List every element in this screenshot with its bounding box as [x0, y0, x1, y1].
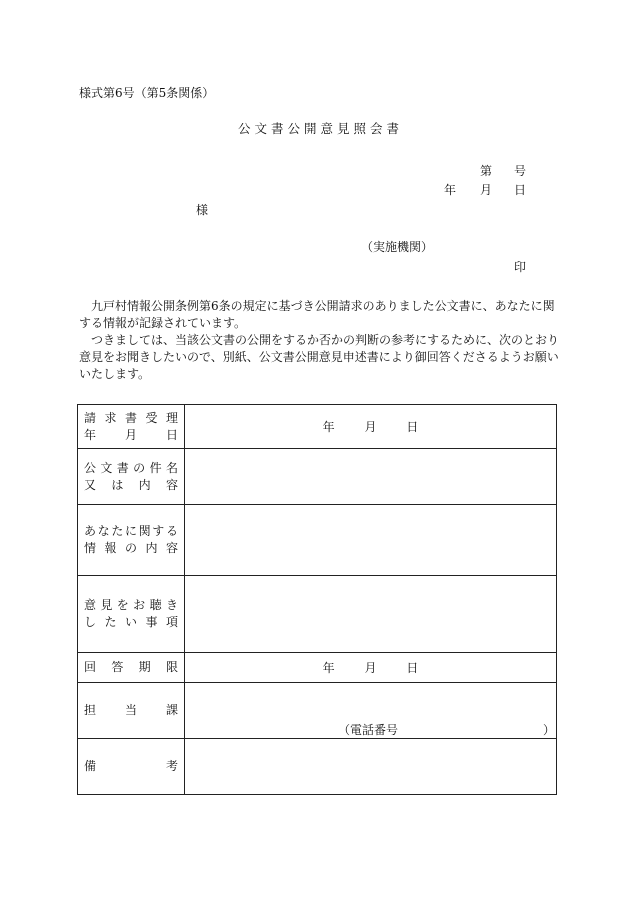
table-row-subject: [78, 449, 557, 505]
label-line: [78, 758, 184, 775]
label-char: 又: [84, 477, 97, 492]
subject-cell[interactable]: [185, 449, 557, 505]
label-char: あ: [84, 524, 97, 538]
label-char: 見: [100, 598, 113, 612]
year-mark: 年: [322, 661, 335, 675]
label-char: 答: [111, 660, 124, 674]
document-title: 公文書公開意見照会書: [238, 121, 404, 136]
label-char: 考: [165, 759, 178, 773]
body-text: [79, 298, 559, 383]
label-cell: [78, 449, 185, 505]
phone-close-paren: ）: [543, 723, 556, 737]
label-char: 内: [145, 541, 158, 555]
label-line: [78, 614, 184, 631]
label-char: 件: [149, 460, 162, 475]
label-line: [78, 540, 184, 557]
label-char: な: [97, 524, 110, 538]
doc-number-dai: 第: [480, 164, 493, 178]
doc-date-day: 日: [514, 183, 527, 197]
day-mark: 日: [406, 661, 419, 675]
opinion-cell[interactable]: [185, 576, 557, 653]
label-cell: [78, 505, 185, 576]
label-char: の: [133, 460, 146, 475]
label-char: き: [165, 598, 178, 612]
label-char: 項: [165, 615, 178, 629]
label-char: 意: [84, 598, 97, 612]
table-row-opinion: [78, 576, 557, 653]
label-char: 期: [138, 660, 151, 674]
label-char: 備: [84, 759, 97, 773]
label-char: た: [104, 615, 117, 629]
addressee-suffix: 様: [196, 203, 209, 217]
month-mark: 月: [364, 420, 377, 434]
label-cell: [78, 576, 185, 653]
label-char: 容: [165, 477, 178, 492]
label-char: 課: [165, 703, 178, 717]
label-char: 当: [124, 703, 137, 717]
label-char: す: [152, 524, 165, 538]
doc-number-go: 号: [514, 164, 527, 178]
label-char: 内: [138, 477, 151, 492]
table-row-deadline: [78, 653, 557, 683]
month-mark: 月: [364, 661, 377, 675]
information-cell[interactable]: [185, 505, 557, 576]
label-cell: [78, 653, 185, 683]
phone-label: （電話番号: [338, 723, 399, 737]
label-line: [78, 477, 184, 494]
label-char: し: [84, 615, 97, 629]
label-char: 書: [124, 410, 137, 425]
label-char: 聴: [149, 598, 162, 612]
seal-mark: 印: [514, 260, 527, 274]
label-cell: [78, 683, 185, 739]
label-char: 限: [165, 660, 178, 674]
label-line: [78, 460, 184, 477]
label-char: い: [124, 615, 137, 629]
doc-date-year: 年: [444, 183, 457, 197]
label-cell: [78, 405, 185, 449]
label-char: 書: [116, 460, 129, 475]
label-line: [78, 410, 184, 427]
body-paragraph-2: つきましては、当該公文書の公開をするか否かの判断の参考にするために、次のとおり意見をお聞きしたいので、別紙、公文書公開意見申述書により御回答くださるようお願いいたします。: [79, 333, 560, 381]
label-char: 担: [84, 703, 97, 717]
label-char: 請: [84, 410, 97, 425]
label-char: 情: [84, 541, 97, 555]
label-char: 事: [145, 615, 158, 629]
label-char: を: [116, 598, 129, 612]
doc-date-month: 月: [480, 183, 493, 197]
table-row-information: [78, 505, 557, 576]
department-cell[interactable]: [185, 683, 557, 739]
label-char: 日: [165, 427, 178, 442]
table-row-request-date: [78, 405, 557, 449]
label-line: [78, 659, 184, 676]
deadline-cell[interactable]: [185, 653, 557, 683]
label-char: 月: [124, 427, 137, 442]
label-cell: [78, 739, 185, 795]
day-mark: 日: [406, 420, 419, 434]
request-date-cell[interactable]: [185, 405, 557, 449]
year-mark: 年: [322, 420, 335, 434]
label-line: [78, 702, 184, 719]
label-char: お: [133, 598, 146, 612]
remarks-cell[interactable]: [185, 739, 557, 795]
table-row-department: [78, 683, 557, 739]
label-char: は: [111, 477, 124, 492]
label-char: の: [124, 541, 137, 555]
label-line: [78, 427, 184, 444]
label-char: 報: [104, 541, 117, 555]
label-char: 名: [165, 460, 178, 475]
label-line: [78, 523, 184, 540]
label-char: る: [165, 524, 178, 538]
label-char: 公: [84, 460, 97, 475]
label-char: 理: [165, 410, 178, 425]
table-row-remarks: [78, 739, 557, 795]
label-char: 回: [84, 660, 97, 674]
sender-agency: （実施機関）: [361, 240, 434, 254]
label-char: 文: [100, 460, 113, 475]
label-char: 受: [145, 410, 158, 425]
label-line: [78, 597, 184, 614]
label-char: 関: [138, 524, 151, 538]
label-char: 年: [84, 427, 97, 442]
form-number: 様式第6号（第5条関係）: [79, 86, 215, 100]
label-char: 容: [165, 541, 178, 555]
inquiry-table: [77, 404, 557, 795]
body-paragraph-1: 九戸村情報公開条例第6条の規定に基づき公開請求のありました公文書に、あなたに関する情報が記録されています。: [79, 299, 555, 330]
label-char: に: [124, 524, 137, 538]
label-char: た: [111, 524, 124, 538]
label-char: 求: [104, 410, 117, 425]
